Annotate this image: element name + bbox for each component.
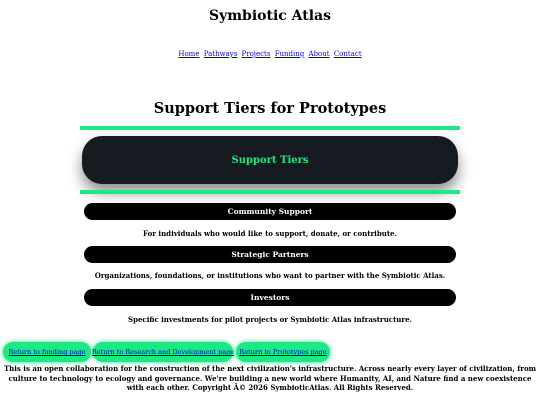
divider-top [80, 126, 460, 130]
return-to-prototypes-button[interactable]: Return to Prototypes page [236, 342, 330, 362]
return-to-research-button[interactable]: Return to Research and Development page [93, 342, 233, 362]
nav-funding-link[interactable]: Funding [274, 50, 305, 58]
tier-investors: Investors [84, 289, 456, 306]
tier-investors-description: Specific investments for pilot projects or Symbiotic Atlas infrastructure. [128, 315, 412, 324]
nav-about-link[interactable]: About [308, 50, 330, 58]
page-title: Support Tiers for Prototypes [153, 100, 387, 117]
hero-label: Support Tiers [231, 154, 309, 166]
nav-pathways-link[interactable]: Pathways [203, 50, 238, 58]
top-nav [0, 50, 540, 58]
return-to-funding-button[interactable]: Return to funding page [3, 342, 91, 362]
divider-bottom [80, 190, 460, 194]
nav-contact-link[interactable]: Contact [333, 50, 362, 58]
nav-home-link[interactable]: Home [178, 50, 200, 58]
tier-strategic-description: Organizations, foundations, or institutions who want to partner with the Symbiotic Atlas. [94, 271, 446, 280]
nav-projects-link[interactable]: Projects [241, 50, 271, 58]
site-title: Symbiotic Atlas [208, 8, 332, 24]
tier-community-support: Community Support [84, 203, 456, 220]
tier-strategic-partners: Strategic Partners [84, 246, 456, 263]
hero-banner [82, 136, 458, 184]
footer-text: This is an open collaboration for the construction of the next civilization's infrastructure. Across nearly every layer of civilization, from culture to technology to ecology and governance. We're building a new world where Humanity, AI, and Nature find a new coexistence with each other. Copyright Â© 2026 SymbioticAtlas. All Rights Reserved. [3, 364, 537, 392]
tier-community-description: For individuals who would like to support, donate, or contribute. [143, 229, 397, 238]
